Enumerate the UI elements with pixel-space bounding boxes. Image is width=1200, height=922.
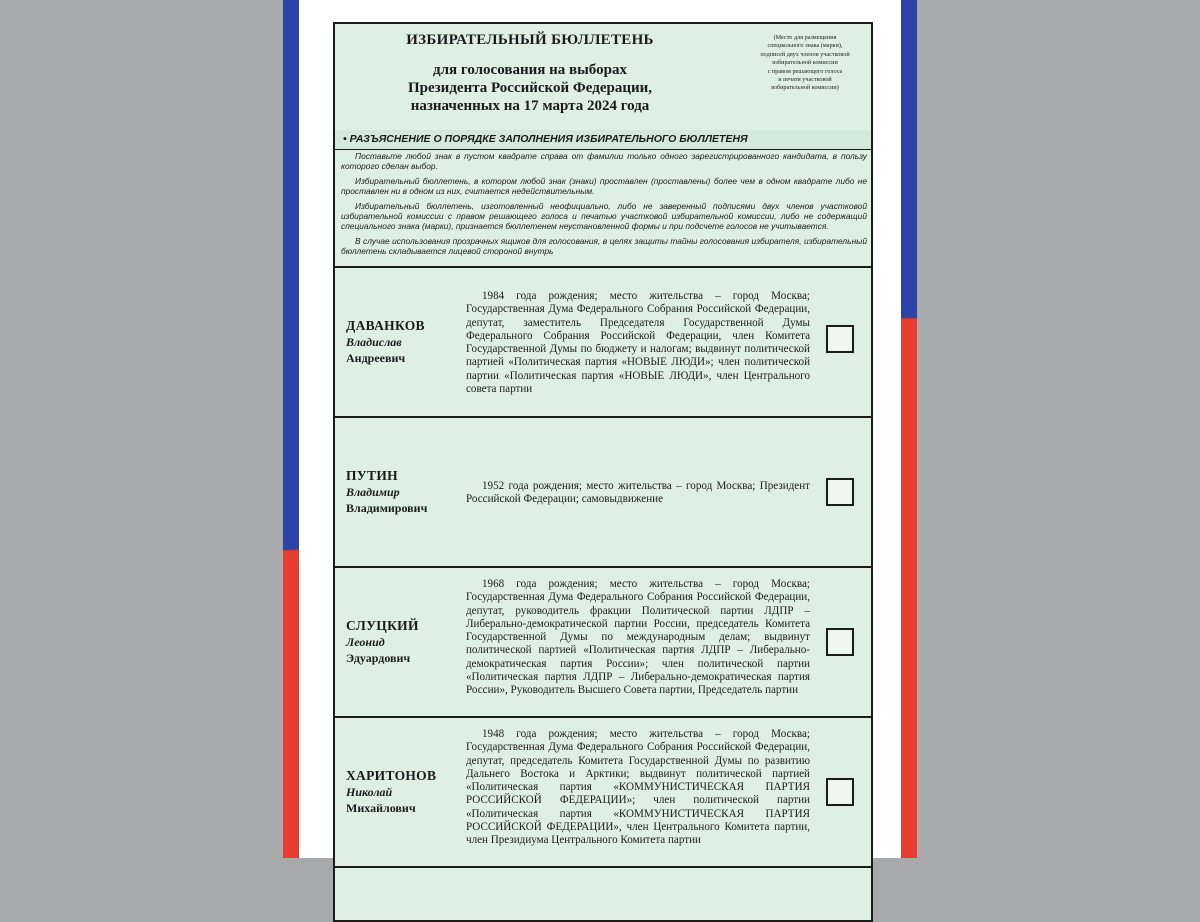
vote-checkbox-putin[interactable] [826,478,854,506]
flag-stripe-left [283,0,299,858]
vote-checkbox-slutsky[interactable] [826,628,854,656]
flag-stripe-right [901,0,917,858]
instruction-paragraph: Поставьте любой знак в пустом квадрате справа от фамилии только одного зарегистрированного кандидата, в пользу которого сделан выбор. [341,151,867,171]
candidate-patronymic: Михайлович [346,801,416,815]
candidate-info-text: 1948 года рождения; место жительства – город Москва; Государственная Дума Федерального Собрания Российской Федерации, депутат, председатель Комитета Государственной Думы по развитию Дальнего Востока и Арктики; выдвинут политической партией «Политическая партия «КОММУНИСТИЧЕСКАЯ ПАРТИЯ РОССИЙСКОЙ ФЕДЕРАЦИИ»; член политической партии «Политическая партия «КОММУНИСТИЧЕСКАЯ ПАРТИЯ РОССИЙСКОЙ ФЕДЕРАЦИИ», член Центрального Комитета партии, член Президиума Центрального Комитета партии [466,728,810,847]
candidate-info [466,578,810,698]
ballot-subtitle-line-1: для голосования на выборах [433,62,627,78]
candidate-info [466,480,810,507]
candidate-given-name: Леонид [346,635,385,649]
instructions-header [335,130,871,150]
candidate-surname: ДАВАНКОВ [346,318,425,333]
stamp-note-line: специального знака (марки), [767,42,843,50]
candidate-name [346,768,466,816]
vote-checkbox-kharitonov[interactable] [826,778,854,806]
stamp-note-line: избирательной комиссии [772,59,838,67]
candidate-info-text: 1952 года рождения; место жительства – город Москва; Президент Российской Федерации; самовыдвижение [466,480,810,506]
ballot-header [335,24,871,132]
stamp-note-line: подписей двух членов участковой [760,50,850,58]
ballot-subtitle-line-3: назначенных на 17 марта 2024 года [410,98,650,114]
candidate-info-text: 1984 года рождения; место жительства – город Москва; Государственная Дума Федерального Собрания Российской Федерации, депутат, заместитель Председателя Государственной Думы Федерального Собрания Российской Федерации, член Комитета Государственной Думы по бюджету и налогам; выдвинут политической партией «Политическая партия «НОВЫЕ ЛЮДИ»; член политической партии «Политическая партия «НОВЫЕ ЛЮДИ», член Центрального совета партии [466,290,810,396]
instructions-text [341,152,867,262]
instructions-title: • РАЗЪЯСНЕНИЕ О ПОРЯДКЕ ЗАПОЛНЕНИЯ ИЗБИРАТЕЛЬНОГО БЮЛЛЕТЕНЯ [343,133,748,145]
stamp-note-line: и печати участковой [778,76,832,84]
stamp-note-line: избирательной комиссии) [771,84,839,92]
candidate-patronymic: Владимирович [346,501,428,515]
candidate-name [346,318,466,366]
instruction-paragraph: Избирательный бюллетень, в котором любой знак (знаки) проставлен (проставлены) более чем в одном квадрате либо не проставлен ни в одном из них, считается недействительным. [341,176,867,196]
candidate-row-slutsky [335,568,871,718]
candidate-patronymic: Эдуардович [346,651,411,665]
candidate-info-text: 1968 года рождения; место жительства – город Москва; Государственная Дума Федерального Собрания Российской Федерации, депутат, руководитель фракции Политической партии ЛДПР – Либерально-демократической партии России, председатель Комитета Государственной Думы по международным делам; выдвинут политической партией «Политическая партия ЛДПР – Либерально-демократическая партия России»; член политической партии «Политическая партия ЛДПР – Либерально-демократическая партия России», Руководитель Высшего Совета партии, Председатель партии [466,578,810,697]
vote-checkbox-davankov[interactable] [826,325,854,353]
ballot-title: ИЗБИРАТЕЛЬНЫЙ БЮЛЛЕТЕНЬ [406,32,654,48]
candidate-patronymic: Андреевич [346,351,406,365]
stamp-placeholder-note [743,34,867,93]
candidate-surname: ХАРИТОНОВ [346,768,437,783]
stamp-note-line: (Место для размещения [773,34,837,41]
candidate-name [346,618,466,666]
ballot [333,22,873,922]
candidate-name [346,468,466,516]
ballot-subtitle-line-2: Президента Российской Федерации, [407,80,653,96]
candidate-surname: ПУТИН [346,468,398,483]
candidate-given-name: Владимир [346,485,400,499]
instruction-paragraph: Избирательный бюллетень, изготовленный неофициально, либо не заверенный подписями двух членов участковой избирательной комиссии с правом решающего голоса и печатью участковой избирательной комиссии, либо не содержащий специального знака (марки), признается бюллетенем неустановленной формы и при подсчете голосов не учитывается. [341,201,867,231]
stamp-note-line: с правом решающего голоса [767,67,843,75]
candidate-given-name: Николай [346,785,393,799]
candidate-row-kharitonov [335,718,871,868]
candidate-info [466,290,810,396]
candidate-row-putin [335,418,871,568]
candidate-surname: СЛУЦКИЙ [346,618,419,633]
instruction-paragraph: В случае использования прозрачных ящиков для голосования, в целях защиты тайны голосования избирателя, избирательный бюллетень складывается лицевой стороной внутрь [341,236,867,256]
title-block [375,32,685,115]
candidate-info [466,728,810,848]
candidate-row-davankov [335,268,871,418]
candidate-given-name: Владислав [346,335,402,349]
